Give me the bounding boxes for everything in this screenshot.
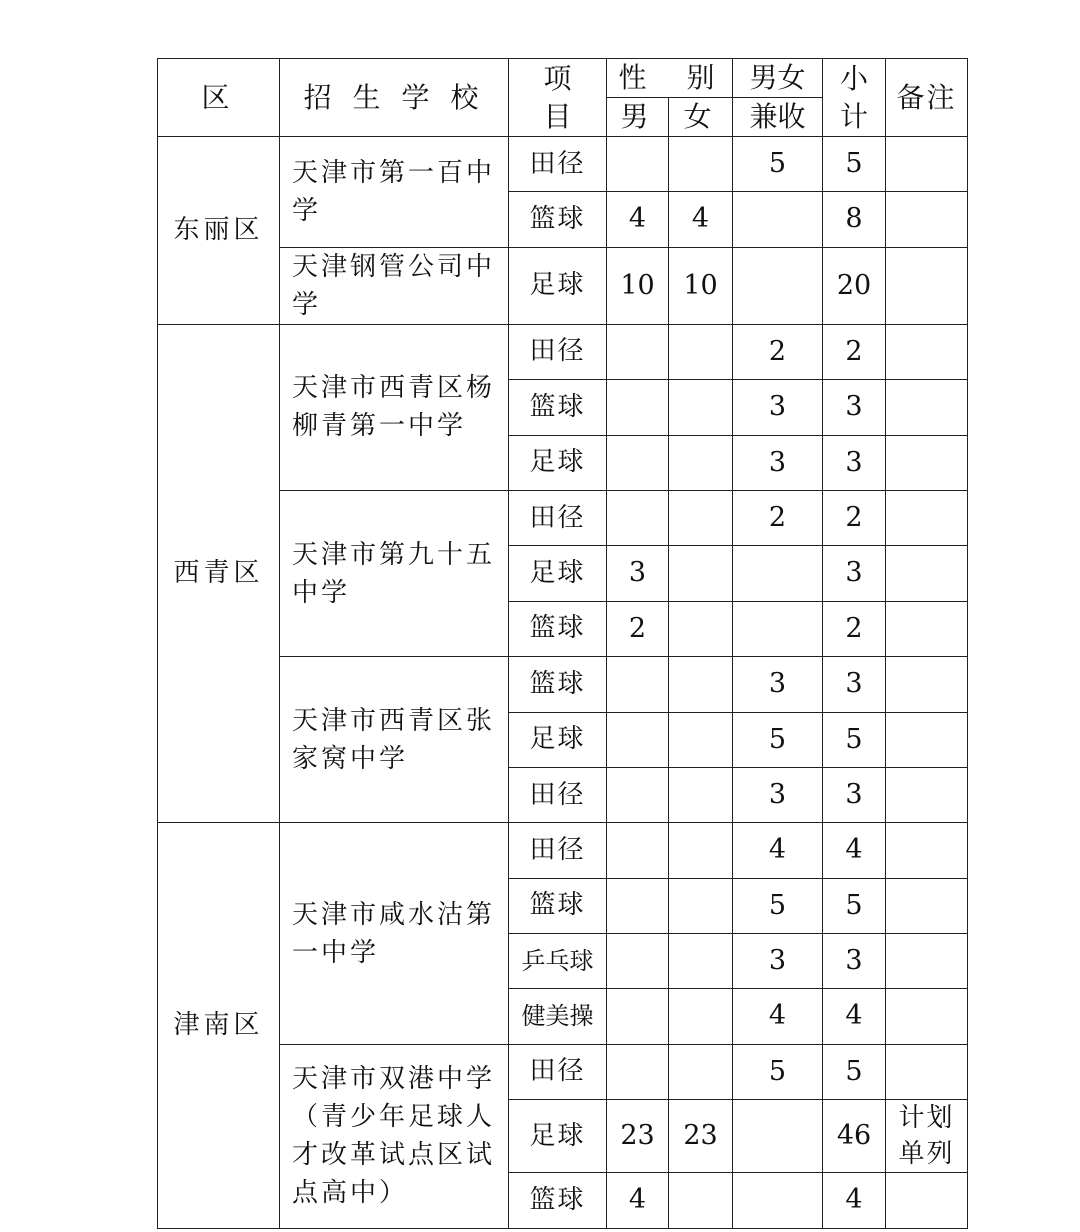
district-cell: 津南区 [158,823,280,1228]
remarks-cell [886,1044,968,1099]
coed-count-cell: 2 [733,490,823,545]
female-count-cell [669,823,733,878]
male-count-cell [607,137,669,192]
male-count-cell: 4 [607,192,669,247]
remarks-line: 单列 [898,1139,955,1170]
subtotal-count-cell: 5 [823,1044,886,1099]
male-count-cell: 4 [607,1173,669,1228]
subtotal-count-cell: 2 [823,490,886,545]
female-count-cell [669,490,733,545]
project-cell: 田径 [509,767,607,822]
project-cell: 足球 [509,247,607,324]
male-count-cell [607,878,669,933]
male-count-cell [607,989,669,1044]
project-cell: 田径 [509,1044,607,1099]
remarks-cell [886,934,968,989]
male-count-cell: 2 [607,601,669,656]
subtotal-count-cell: 2 [823,601,886,656]
school-name-line: 天津市双港中学 [292,1064,496,1095]
remarks-cell [886,712,968,767]
coed-count-cell [733,192,823,247]
coed-count-cell: 3 [733,435,823,490]
table-row [158,657,968,712]
school-name-line: 天津钢管公司中学 [292,251,496,320]
project-cell: 足球 [509,435,607,490]
male-count-cell [607,934,669,989]
school-name-line: 天津市西青区杨 [292,373,496,404]
male-count-cell [607,324,669,379]
project-cell: 田径 [509,490,607,545]
coed-count-cell: 2 [733,324,823,379]
subtotal-count-cell: 4 [823,1173,886,1228]
project-cell: 足球 [509,1100,607,1173]
subtotal-count-cell: 4 [823,989,886,1044]
female-count-cell [669,878,733,933]
remarks-cell [886,324,968,379]
school-name-line: 家窝中学 [292,743,409,774]
remarks-cell [886,435,968,490]
male-count-cell [607,435,669,490]
header-project-line1: 项 [543,61,572,95]
table-body [158,137,968,1229]
school-name-cell [280,324,509,490]
project-cell: 篮球 [509,657,607,712]
remarks-cell [886,657,968,712]
female-count-cell [669,712,733,767]
project-cell: 足球 [509,546,607,601]
coed-count-cell [733,1100,823,1173]
subtotal-count-cell: 5 [823,712,886,767]
remarks-cell [886,823,968,878]
remarks-cell [886,137,968,192]
coed-count-cell: 4 [733,823,823,878]
project-cell: 篮球 [509,1173,607,1228]
coed-count-cell [733,601,823,656]
project-cell: 田径 [509,823,607,878]
school-name-line: 一中学 [292,937,380,968]
coed-count-cell: 5 [733,712,823,767]
male-count-cell: 3 [607,546,669,601]
coed-count-cell [733,1173,823,1228]
header-project [509,59,607,137]
female-count-cell [669,989,733,1044]
female-count-cell [669,601,733,656]
school-name-cell [280,137,509,248]
school-name-line: 天津市第九十五 [292,539,496,570]
coed-count-cell: 3 [733,767,823,822]
coed-count-cell: 5 [733,137,823,192]
header-coed-line2: 兼收 [733,98,823,137]
female-count-cell [669,137,733,192]
table-row [158,324,968,379]
female-count-cell [669,546,733,601]
remarks-line: 计划 [898,1103,955,1134]
remarks-cell [886,878,968,933]
subtotal-count-cell: 3 [823,767,886,822]
subtotal-count-cell: 4 [823,823,886,878]
remarks-cell [886,989,968,1044]
female-count-cell [669,934,733,989]
table-row [158,823,968,878]
coed-count-cell: 3 [733,934,823,989]
school-name-cell [280,823,509,1045]
female-count-cell [669,1044,733,1099]
subtotal-count-cell: 20 [823,247,886,324]
enrollment-table [157,58,968,1229]
coed-count-cell: 3 [733,657,823,712]
school-name-line: 天津市咸水沽第 [292,899,496,930]
subtotal-count-cell: 3 [823,657,886,712]
subtotal-count-cell: 5 [823,137,886,192]
coed-count-cell: 5 [733,1044,823,1099]
project-cell: 田径 [509,324,607,379]
female-count-cell [669,767,733,822]
coed-count-cell: 3 [733,380,823,435]
table-row [158,490,968,545]
subtotal-count-cell: 2 [823,324,886,379]
school-name-line: 点高中） [292,1178,409,1209]
female-count-cell: 4 [669,192,733,247]
school-name-line: 天津市西青区张 [292,705,496,736]
male-count-cell [607,1044,669,1099]
subtotal-count-cell: 46 [823,1100,886,1173]
coed-count-cell [733,546,823,601]
remarks-cell [886,490,968,545]
table-row [158,137,968,192]
header-subtotal-line1: 小 [840,61,869,95]
coed-count-cell: 5 [733,878,823,933]
header-coed-line1: 男女 [733,59,823,98]
female-count-cell [669,657,733,712]
header-project-line2: 目 [543,99,572,133]
coed-count-cell [733,247,823,324]
remarks-cell [886,1173,968,1228]
remarks-cell [886,1100,968,1173]
school-name-cell [280,490,509,656]
table-row [158,1044,968,1099]
female-count-cell [669,380,733,435]
male-count-cell [607,490,669,545]
header-school: 招 生 学 校 [280,59,509,137]
header-gender: 性 别 [607,59,733,98]
remarks-cell [886,767,968,822]
subtotal-count-cell: 3 [823,546,886,601]
remarks-cell [886,601,968,656]
project-cell: 足球 [509,712,607,767]
school-name-line: 天津市第一百中学 [292,157,496,226]
project-cell: 健美操 [509,989,607,1044]
male-count-cell [607,657,669,712]
female-count-cell: 10 [669,247,733,324]
district-cell: 东丽区 [158,137,280,325]
male-count-cell [607,823,669,878]
female-count-cell [669,435,733,490]
male-count-cell [607,712,669,767]
remarks-cell [886,546,968,601]
male-count-cell [607,767,669,822]
school-name-line: （青少年足球人 [292,1102,496,1133]
subtotal-count-cell: 3 [823,380,886,435]
male-count-cell: 10 [607,247,669,324]
remarks-cell [886,380,968,435]
header-district: 区 [158,59,280,137]
school-name-cell [280,657,509,823]
project-cell: 篮球 [509,601,607,656]
project-cell: 乒乓球 [509,934,607,989]
school-name-cell [280,1044,509,1228]
subtotal-count-cell: 3 [823,934,886,989]
subtotal-count-cell: 5 [823,878,886,933]
female-count-cell [669,1173,733,1228]
coed-count-cell: 4 [733,989,823,1044]
remarks-cell [886,192,968,247]
project-cell: 篮球 [509,192,607,247]
female-count-cell [669,324,733,379]
male-count-cell: 23 [607,1100,669,1173]
remarks-cell [886,247,968,324]
header-subtotal-line2: 计 [840,99,869,133]
table-row [158,247,968,324]
header-female: 女 [669,98,733,137]
project-cell: 田径 [509,137,607,192]
subtotal-count-cell: 3 [823,435,886,490]
header-male: 男 [607,98,669,137]
school-name-line: 中学 [292,577,351,608]
subtotal-count-cell: 8 [823,192,886,247]
header-subtotal [823,59,886,137]
school-name-line: 柳青第一中学 [292,411,467,442]
school-name-line: 才改革试点区试 [292,1140,496,1171]
male-count-cell [607,380,669,435]
district-cell: 西青区 [158,324,280,823]
female-count-cell: 23 [669,1100,733,1173]
school-name-cell [280,247,509,324]
project-cell: 篮球 [509,878,607,933]
project-cell: 篮球 [509,380,607,435]
header-remarks: 备注 [886,59,968,137]
